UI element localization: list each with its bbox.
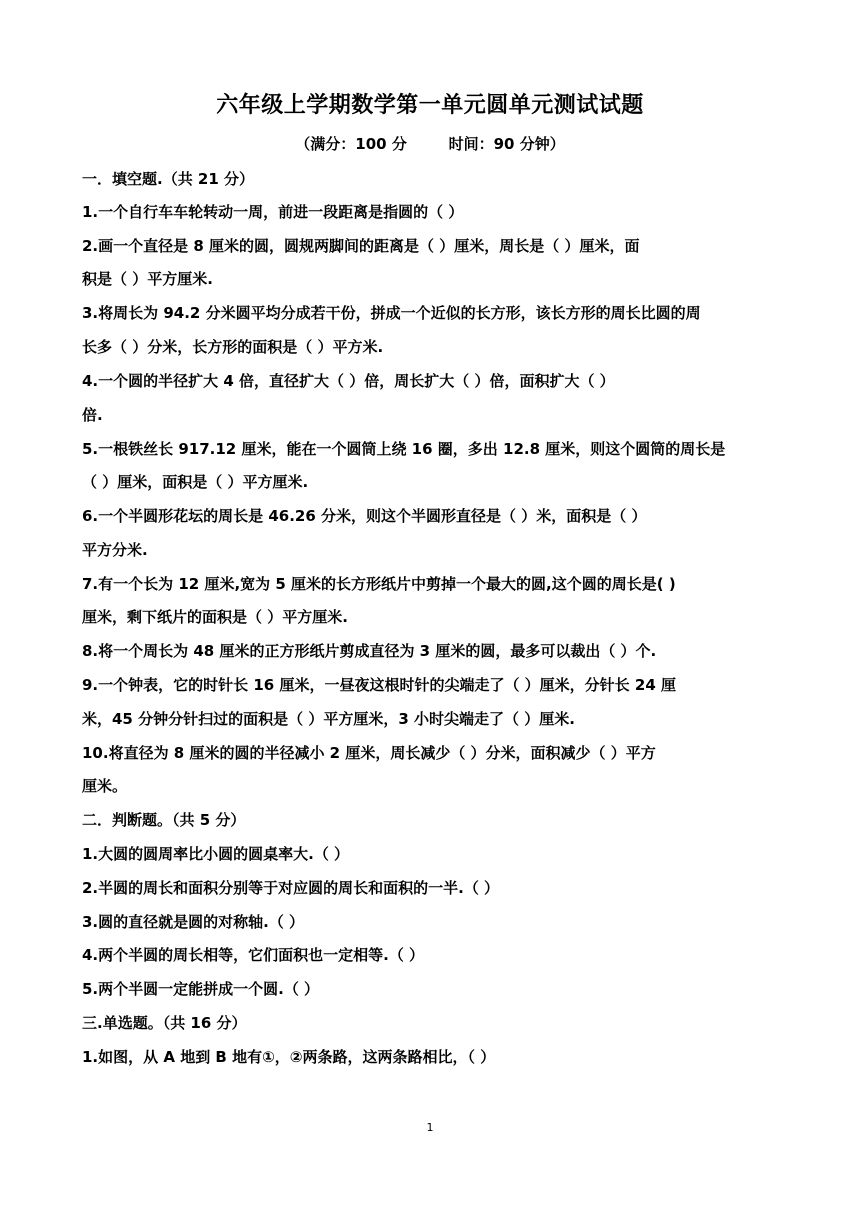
fill-question-7-line-2: 厘米，剩下纸片的面积是（ ）平方厘米. bbox=[82, 608, 348, 626]
fill-question-3-line-2: 长多（ ）分米，长方形的面积是（ ）平方米. bbox=[82, 338, 384, 356]
fill-question-1: 1.一个自行车车轮转动一周，前进一段距离是指圆的（ ） bbox=[82, 203, 464, 221]
fill-question-2-line-1: 2.画一个直径是 8 厘米的圆，圆规两脚间的距离是（ ）厘米，周长是（ ）厘米，面 bbox=[82, 237, 640, 255]
fill-question-9-line-1: 9.一个钟表，它的时针长 16 厘米，一昼夜这根时针的尖端走了（ ）厘米，分针长 24 厘 bbox=[82, 676, 676, 694]
judge-question-2: 2.半圆的周长和面积分别等于对应圆的周长和面积的一半.（ ） bbox=[82, 879, 500, 897]
section-heading-judge: 二．判断题。（共 5 分） bbox=[82, 811, 246, 829]
judge-question-5: 5.两个半圆一定能拼成一个圆.（ ） bbox=[82, 980, 320, 998]
fill-question-2-line-2: 积是（ ）平方厘米. bbox=[82, 270, 213, 288]
document-title: 六年级上学期数学第一单元圆单元测试试题 bbox=[216, 93, 644, 118]
fill-question-8: 8.将一个周长为 48 厘米的正方形纸片剪成直径为 3 厘米的圆，最多可以裁出（ ）个. bbox=[82, 642, 657, 660]
choice-question-1: 1.如图，从 A 地到 B 地有①，②两条路，这两条路相比，（ ） bbox=[82, 1048, 496, 1066]
judge-question-1: 1.大圆的圆周率比小圆的圆桌率大.（ ） bbox=[82, 845, 350, 863]
fill-question-9-line-2: 米，45 分钟分针扫过的面积是（ ）平方厘米，3 小时尖端走了（ ）厘米. bbox=[82, 710, 575, 728]
fill-question-4-line-1: 4.一个圆的半径扩大 4 倍，直径扩大（ ）倍，周长扩大（ ）倍，面积扩大（ ） bbox=[82, 372, 615, 390]
fill-question-6-line-2: 平方分米. bbox=[82, 541, 148, 559]
fill-question-10-line-2: 厘米。 bbox=[82, 777, 128, 795]
document-subtitle: （满分：100 分 时间：90 分钟） bbox=[295, 135, 565, 153]
page-number: 1 bbox=[426, 1121, 434, 1134]
section-heading-choice: 三.单选题。（共 16 分） bbox=[82, 1014, 247, 1032]
fill-question-4-line-2: 倍. bbox=[82, 406, 103, 424]
judge-question-4: 4.两个半圆的周长相等，它们面积也一定相等.（ ） bbox=[82, 946, 425, 964]
fill-question-5-line-2: （ ）厘米，面积是（ ）平方厘米. bbox=[82, 473, 309, 491]
section-heading-fill: 一．填空题.（共 21 分） bbox=[82, 170, 255, 188]
fill-question-6-line-1: 6.一个半圆形花坛的周长是 46.26 分米，则这个半圆形直径是（ ）米，面积是（ ） bbox=[82, 507, 647, 525]
fill-question-10-line-1: 10.将直径为 8 厘米的圆的半径减小 2 厘米，周长减少（ ）分米，面积减少（ ）平方 bbox=[82, 744, 656, 762]
fill-question-7-line-1: 7.有一个长为 12 厘米,宽为 5 厘米的长方形纸片中剪掉一个最大的圆,这个圆的周长是( ) bbox=[82, 575, 676, 593]
fill-question-3-line-1: 3.将周长为 94.2 分米圆平均分成若干份，拼成一个近似的长方形，该长方形的周长比圆的周 bbox=[82, 304, 701, 322]
fill-question-5-line-1: 5.一根铁丝长 917.12 厘米，能在一个圆筒上绕 16 圈，多出 12.8 厘米，则这个圆筒的周长是 bbox=[82, 440, 726, 458]
judge-question-3: 3.圆的直径就是圆的对称轴.（ ） bbox=[82, 913, 305, 931]
